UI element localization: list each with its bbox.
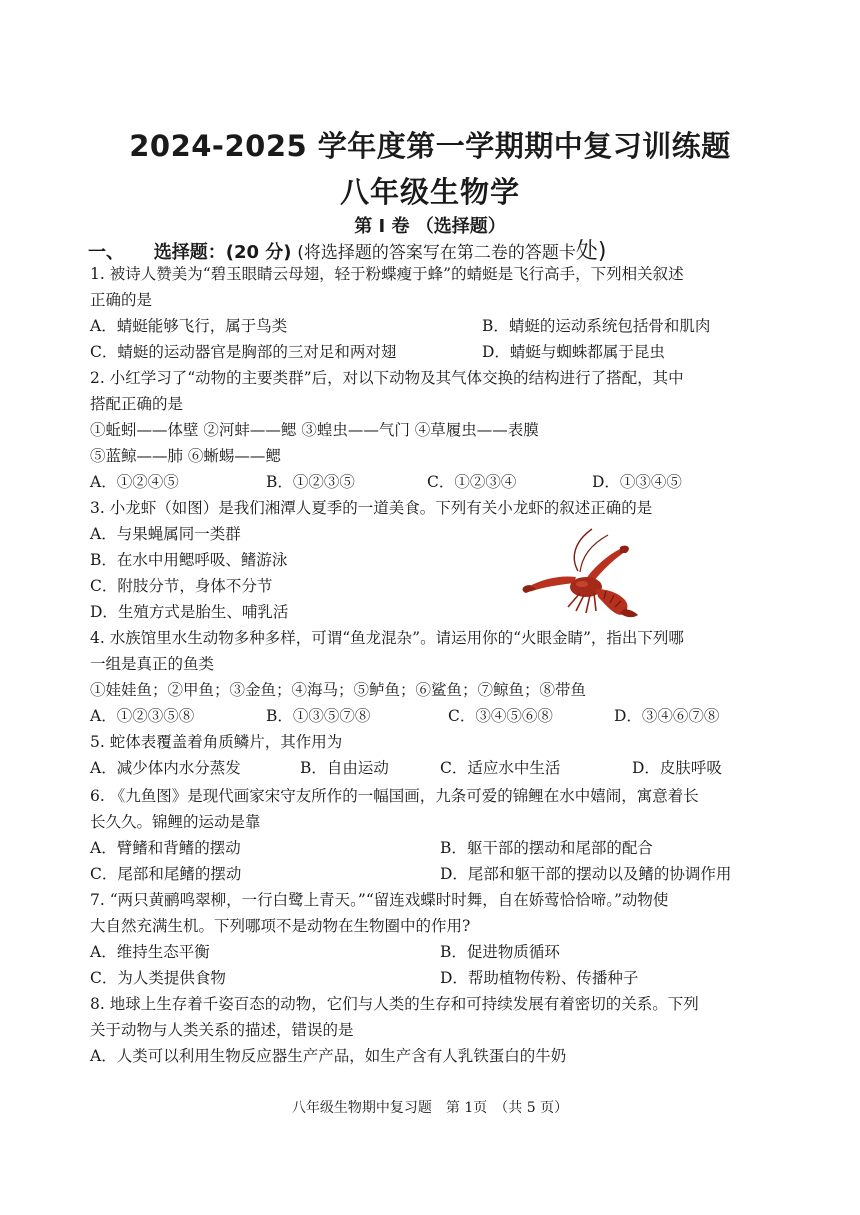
question-8-stem-line-2: 关于动物与人类关系的描述，错误的是 [90, 1021, 354, 1039]
question-1-option-c: C．蜻蜓的运动器官是胸部的三对足和两对翅 [90, 343, 397, 361]
question-5-option-d: D．皮肤呼吸 [632, 759, 722, 777]
question-6-option-d: D．尾部和躯干部的摆动以及鳍的协调作用 [440, 865, 732, 883]
question-2-option-d: D．①③④⑤ [592, 473, 682, 491]
question-1-option-b: B．蜻蜓的运动系统包括骨和肌肉 [482, 317, 711, 335]
question-7-option-d: D．帮助植物传粉、传播种子 [440, 969, 639, 987]
question-4-option-a: A．①②③⑤⑧ [90, 707, 195, 725]
question-2-option-c: C．①②③④ [427, 473, 517, 491]
question-4-option-d: D．③④⑥⑦⑧ [614, 707, 720, 725]
section-heading [88, 234, 788, 265]
question-3-option-a: A．与果蝇属同一类群 [90, 525, 241, 543]
question-4-stem-line-3: ①娃娃鱼；②甲鱼；③金鱼；④海马；⑤鲈鱼；⑥鲨鱼；⑦鲸鱼；⑧带鱼 [90, 681, 587, 699]
question-6-option-a: A．臂鳍和背鳍的摆动 [90, 839, 241, 857]
question-3-option-d: D．生殖方式是胎生、哺乳活 [90, 603, 289, 621]
question-8-stem-line-1: 8. 地球上生存着千姿百态的动物，它们与人类的生存和可持续发展有着密切的关系。下列 [90, 995, 699, 1013]
question-6-option-c: C．尾部和尾鳍的摆动 [90, 865, 242, 883]
question-2-option-b: B．①②③⑤ [266, 473, 355, 491]
question-3-option-b: B．在水中用鳃呼吸、鳍游泳 [90, 551, 288, 569]
question-3-option-c: C．附肢分节，身体不分节 [90, 577, 273, 595]
question-7-stem-line-2: 大自然充满生机。下列哪项不是动物在生物圈中的作用? [90, 917, 471, 935]
question-1-option-a: A．蜻蜓能够飞行，属于鸟类 [90, 317, 288, 335]
crayfish-image [520, 527, 646, 619]
section-number: 一、 [88, 242, 124, 263]
question-4-option-c: C．③④⑤⑥⑧ [448, 707, 553, 725]
question-6-option-b: B．躯干部的摆动和尾部的配合 [440, 839, 653, 857]
section-title: 选择题：(20 分) [153, 242, 292, 263]
question-2-stem-line-1: 2. 小红学习了“动物的主要类群”后，对以下动物及其气体交换的结构进行了搭配，其中 [90, 369, 684, 387]
question-7-option-b: B．促进物质循环 [440, 943, 560, 961]
question-7-option-c: C．为人类提供食物 [90, 969, 226, 987]
question-2-stem-line-3: ①蚯蚓——体壁 ②河蚌——鳃 ③蝗虫——气门 ④草履虫——表膜 [90, 421, 539, 439]
question-5-option-a: A．减少体内水分蒸发 [90, 759, 241, 777]
question-1-stem-line-2: 正确的是 [90, 291, 153, 309]
exam-title: 2024-2025 学年度第一学期期中复习训练题 [129, 129, 731, 163]
section-note: (将选择题的答案写在第二卷的答题卡 [297, 243, 576, 263]
question-7-option-a: A．维持生态平衡 [90, 943, 210, 961]
question-6-stem-line-1: 6. 《九鱼图》是现代画家宋守友所作的一幅国画，九条可爱的锦鲤在水中嬉闹，寓意着长 [90, 787, 699, 805]
volume-heading: 第 I 卷 （选择题） [354, 216, 506, 237]
question-8-option-a: A．人类可以利用生物反应器生产产品，如生产含有人乳铁蛋白的牛奶 [90, 1047, 567, 1065]
question-5-option-c: C．适应水中生活 [440, 759, 561, 777]
question-7-stem-line-1: 7. “两只黄鹂鸣翠柳，一行白鹭上青天。”“留连戏蝶时时舞，自在娇莺恰恰啼。”动物使 [90, 891, 669, 909]
question-5-stem-line-1: 5. 蛇体表覆盖着角质鳞片，其作用为 [90, 733, 343, 751]
question-1-stem-line-1: 1. 被诗人赞美为“碧玉眼睛云母翅，轻于粉蝶瘦于蜂”的蜻蜓是飞行高手，下列相关叙述 [90, 265, 684, 283]
question-4-option-b: B．①③⑤⑦⑧ [266, 707, 371, 725]
question-1-option-d: D．蜻蜓与蜘蛛都属于昆虫 [482, 343, 665, 361]
question-6-stem-line-2: 长久久。锦鲤的运动是靠 [90, 813, 261, 831]
question-2-stem-line-4: ⑤蓝鲸——肺 ⑥蜥蜴——鳃 [90, 447, 281, 465]
section-note-end: 处) [575, 239, 607, 264]
question-3-stem-line-1: 3. 小龙虾（如图）是我们湘潭人夏季的一道美食。下列有关小龙虾的叙述正确的是 [90, 499, 653, 517]
question-4-stem-line-1: 4. 水族馆里水生动物多种多样，可谓“鱼龙混杂”。请运用你的“火眼金睛”，指出下列哪 [90, 629, 684, 647]
question-2-option-a: A．①②④⑤ [90, 473, 179, 491]
question-2-stem-line-2: 搭配正确的是 [90, 395, 184, 413]
page-footer: 八年级生物期中复习题 第 1页 （共 5 页） [291, 1100, 569, 1116]
exam-subtitle: 八年级生物学 [339, 175, 520, 209]
question-4-stem-line-2: 一组是真正的鱼类 [90, 655, 215, 673]
question-5-option-b: B．自由运动 [300, 759, 389, 777]
